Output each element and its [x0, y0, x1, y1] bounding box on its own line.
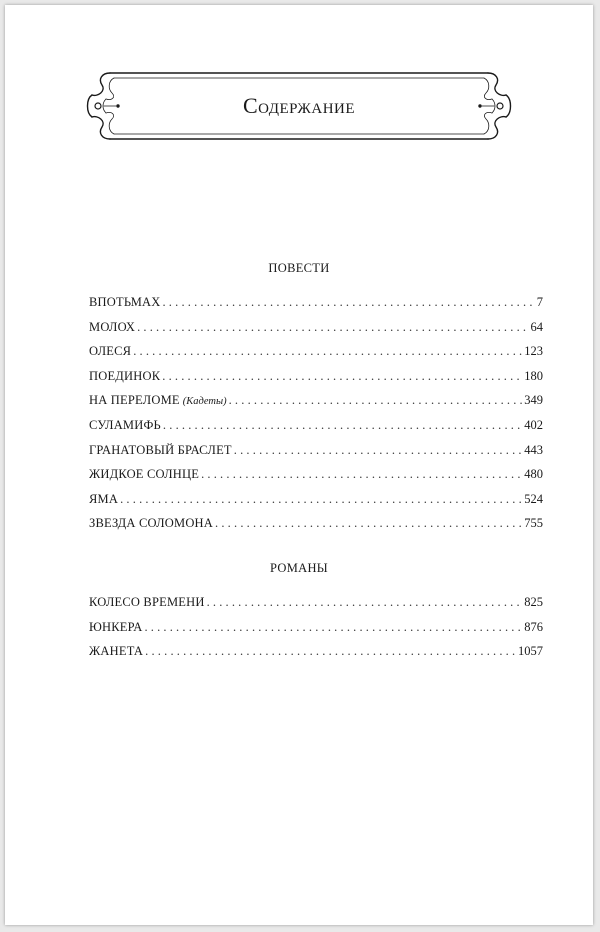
toc-leader-dots	[137, 320, 528, 335]
toc-leader-dots	[120, 492, 522, 507]
toc-entry[interactable]	[89, 467, 543, 492]
toc-entry-subtitle: (Кадеты)	[182, 396, 227, 408]
toc-entry[interactable]	[89, 516, 543, 541]
toc-entry-title: ЗВЕЗДА СОЛОМОНА	[89, 516, 214, 531]
toc-entry-title: ВПОТЬМАХ	[89, 295, 161, 309]
toc-entry[interactable]	[89, 644, 543, 669]
toc-entry-title: ПОЕДИНОК	[89, 368, 161, 383]
toc-leader-dots	[162, 295, 534, 310]
toc-leader-dots	[162, 369, 522, 384]
toc-entry-title: ЮНКЕРА	[89, 619, 143, 634]
toc-list-romany	[89, 595, 543, 669]
toc-entry[interactable]	[89, 620, 543, 645]
toc-entry[interactable]	[89, 418, 543, 443]
section-heading-romany: РОМАНЫ	[269, 561, 328, 575]
toc-entry[interactable]	[89, 344, 543, 369]
toc-entry-title: МОЛОХ	[89, 319, 136, 334]
toc-entry[interactable]	[89, 492, 543, 517]
toc-leader-dots	[145, 644, 516, 659]
toc-entry-page: 180	[524, 368, 543, 383]
toc-entry-page: 7	[536, 295, 543, 309]
toc-leader-dots	[207, 595, 523, 610]
toc-entry-page: 402	[524, 417, 543, 432]
toc-entry[interactable]	[89, 295, 543, 320]
toc-entry-page: 443	[524, 442, 543, 457]
toc-entry-title: НА ПЕРЕЛОМЕ	[89, 393, 180, 408]
toc-leader-dots	[163, 418, 522, 433]
toc-entry[interactable]	[89, 595, 543, 620]
book-page	[5, 5, 593, 925]
toc-leader-dots	[215, 516, 522, 531]
section-heading-povesti: ПОВЕСТИ	[268, 261, 330, 275]
page-title: Содержание	[242, 93, 356, 118]
toc-entry-page: 876	[524, 619, 543, 634]
toc-entry-page: 349	[524, 393, 543, 408]
toc-entry-page: 1057	[518, 644, 543, 659]
toc-leader-dots	[133, 344, 522, 359]
toc-entry[interactable]	[89, 320, 543, 345]
toc-entry-page: 755	[524, 516, 543, 531]
toc-entry[interactable]	[89, 393, 543, 418]
toc-list-povesti	[89, 295, 543, 541]
toc-entry-title: СУЛАМИФЬ	[89, 417, 161, 432]
toc-leader-dots	[229, 393, 523, 408]
toc-entry-page: 123	[524, 344, 543, 359]
title-ornamental-frame	[84, 69, 514, 143]
toc-entry-page: 480	[524, 467, 543, 482]
toc-entry-page: 524	[524, 491, 543, 506]
toc-entry[interactable]	[89, 369, 543, 394]
toc-leader-dots	[144, 620, 522, 635]
toc-entry-title: ЖИДКОЕ СОЛНЦЕ	[89, 467, 200, 482]
toc-entry-title: ЖАНЕТА	[89, 644, 144, 659]
toc-entry-title: КОЛЕСО ВРЕМЕНИ	[89, 595, 205, 609]
toc-entry-page: 825	[524, 595, 543, 609]
toc-entry-title: ЯМА	[89, 491, 119, 506]
toc-leader-dots	[234, 443, 522, 458]
toc-entry-page: 64	[530, 319, 543, 334]
toc-entry[interactable]	[89, 443, 543, 468]
toc-entry-title: ОЛЕСЯ	[89, 344, 132, 359]
toc-leader-dots	[201, 467, 522, 482]
toc-entry-title: ГРАНАТОВЫЙ БРАСЛЕТ	[89, 442, 232, 457]
